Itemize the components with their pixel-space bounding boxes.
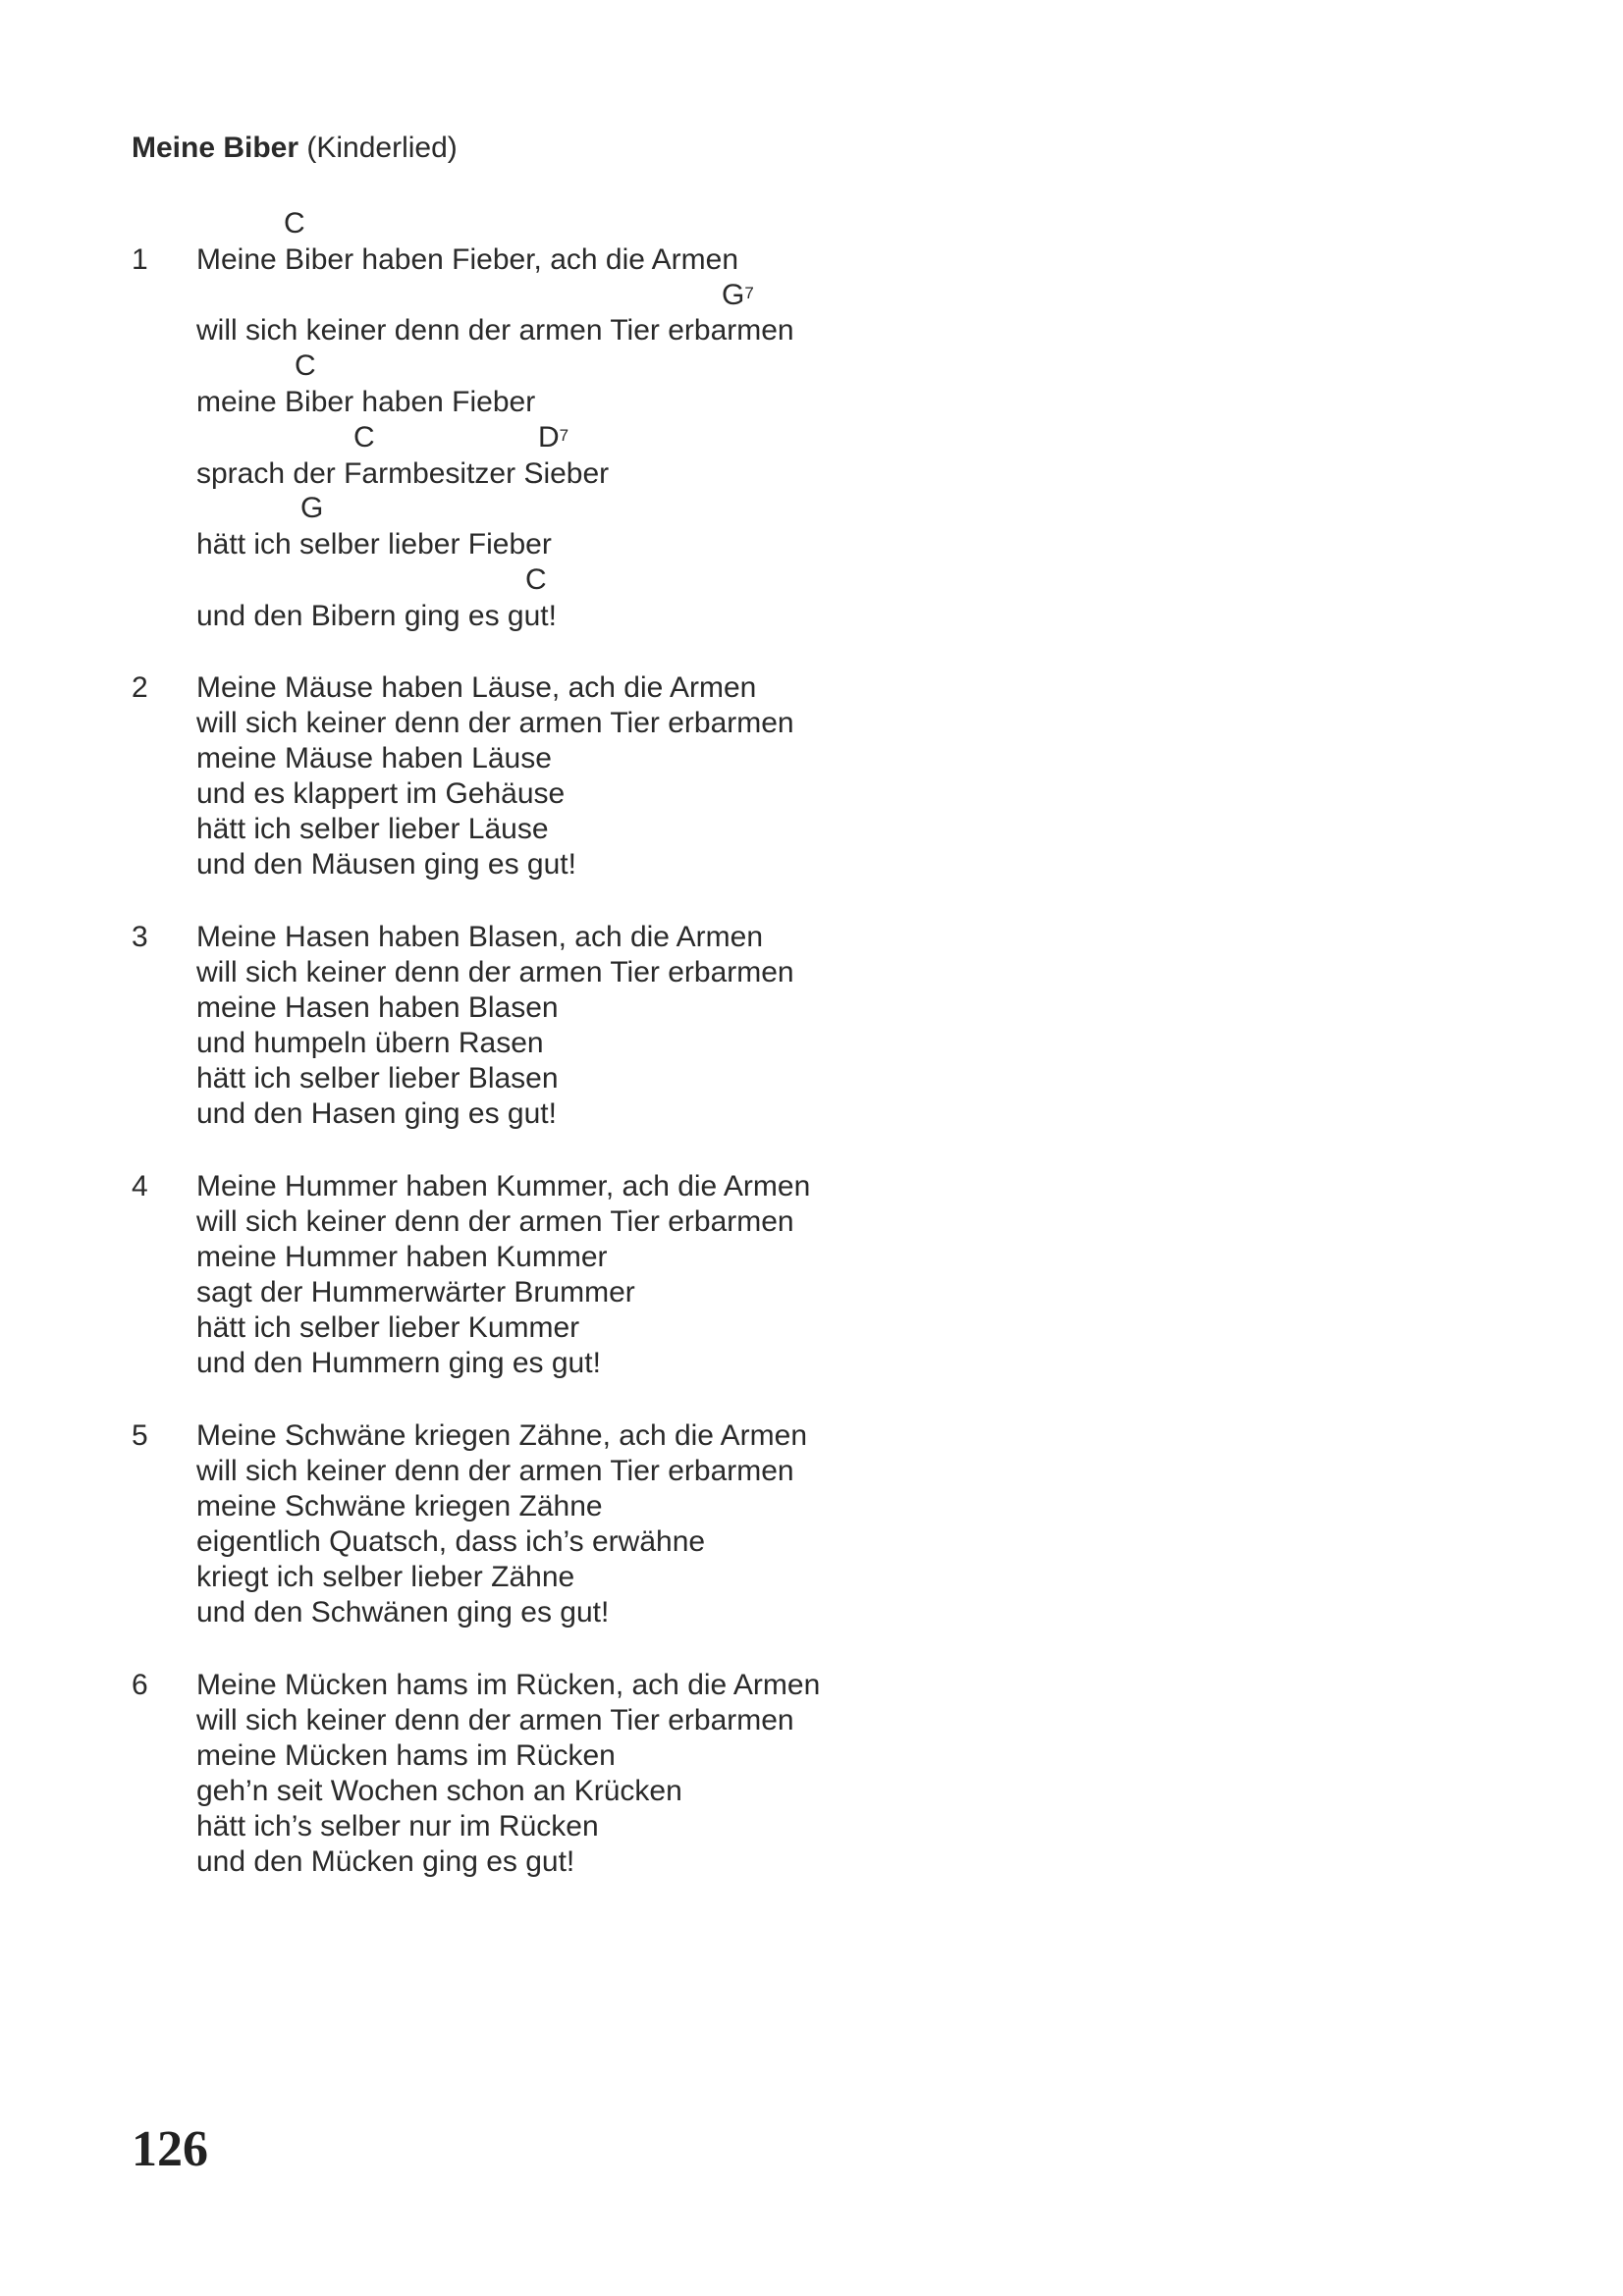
lyric-line: will sich keiner denn der armen Tier erbarmen bbox=[196, 314, 794, 347]
verse-number: 2 bbox=[132, 671, 148, 704]
lyric-line: Meine Mücken hams im Rücken, ach die Armen bbox=[196, 1669, 821, 1701]
verse-number: 5 bbox=[132, 1419, 148, 1452]
lyric-line: Meine Hasen haben Blasen, ach die Armen bbox=[196, 921, 764, 953]
song-subtitle: (Kinderlied) bbox=[306, 132, 458, 164]
lyric-line: Meine Biber haben Fieber, ach die Armen bbox=[196, 243, 738, 276]
chord: C bbox=[525, 563, 547, 596]
lyric-line: meine Hummer haben Kummer bbox=[196, 1241, 608, 1273]
lyric-line: will sich keiner denn der armen Tier erbarmen bbox=[196, 707, 794, 739]
lyric-line: und humpeln übern Rasen bbox=[196, 1027, 544, 1059]
lyric-line: hätt ich selber lieber Fieber bbox=[196, 528, 552, 561]
chord: C bbox=[353, 421, 375, 454]
lyric-line: meine Mäuse haben Läuse bbox=[196, 742, 552, 774]
lyric-line: geh’n seit Wochen schon an Krücken bbox=[196, 1775, 682, 1807]
lyric-line: hätt ich’s selber nur im Rücken bbox=[196, 1810, 599, 1842]
lyric-line: meine Schwäne kriegen Zähne bbox=[196, 1490, 603, 1522]
lyric-line: meine Mücken hams im Rücken bbox=[196, 1739, 616, 1772]
lyric-line: und es klappert im Gehäuse bbox=[196, 777, 566, 810]
page-number: 126 bbox=[132, 2121, 208, 2177]
lyric-line: kriegt ich selber lieber Zähne bbox=[196, 1561, 575, 1593]
chord: $G^7$ bbox=[722, 279, 754, 311]
lyric-line: und den Mäusen ging es gut! bbox=[196, 848, 576, 881]
chord: C bbox=[295, 349, 316, 382]
lyric-line: Meine Hummer haben Kummer, ach die Armen bbox=[196, 1170, 811, 1202]
chord: C bbox=[284, 207, 305, 240]
lyric-line: und den Hummern ging es gut! bbox=[196, 1347, 601, 1379]
lyric-line: eigentlich Quatsch, dass ich’s erwähne bbox=[196, 1525, 706, 1558]
verse-number: 4 bbox=[132, 1170, 148, 1202]
lyric-line: meine Biber haben Fieber bbox=[196, 386, 536, 418]
verse-number: 6 bbox=[132, 1669, 148, 1701]
lyric-line: und den Bibern ging es gut! bbox=[196, 600, 557, 632]
lyric-line: Meine Schwäne kriegen Zähne, ach die Armen bbox=[196, 1419, 808, 1452]
verse-number: 3 bbox=[132, 921, 148, 953]
verse-number: 1 bbox=[132, 243, 148, 276]
lyric-line: hätt ich selber lieber Blasen bbox=[196, 1062, 559, 1095]
lyric-line: meine Hasen haben Blasen bbox=[196, 991, 559, 1024]
song-title bbox=[132, 131, 458, 166]
song-title-main: Meine Biber bbox=[132, 132, 299, 164]
lyric-line: sprach der Farmbesitzer Sieber bbox=[196, 457, 610, 490]
lyric-line: und den Schwänen ging es gut! bbox=[196, 1596, 610, 1629]
lyric-line: will sich keiner denn der armen Tier erbarmen bbox=[196, 956, 794, 988]
lyric-line: will sich keiner denn der armen Tier erbarmen bbox=[196, 1205, 794, 1238]
lyric-line: will sich keiner denn der armen Tier erbarmen bbox=[196, 1455, 794, 1487]
lyric-line: sagt der Hummerwärter Brummer bbox=[196, 1276, 635, 1308]
chord: G bbox=[300, 492, 324, 524]
lyric-line: und den Mücken ging es gut! bbox=[196, 1845, 575, 1878]
lyric-line: und den Hasen ging es gut! bbox=[196, 1097, 557, 1130]
lyric-line: hätt ich selber lieber Kummer bbox=[196, 1311, 580, 1344]
chord: $D^7$ bbox=[538, 421, 569, 454]
lyric-line: hätt ich selber lieber Läuse bbox=[196, 813, 549, 845]
lyric-line: will sich keiner denn der armen Tier erbarmen bbox=[196, 1704, 794, 1736]
lyric-line: Meine Mäuse haben Läuse, ach die Armen bbox=[196, 671, 757, 704]
